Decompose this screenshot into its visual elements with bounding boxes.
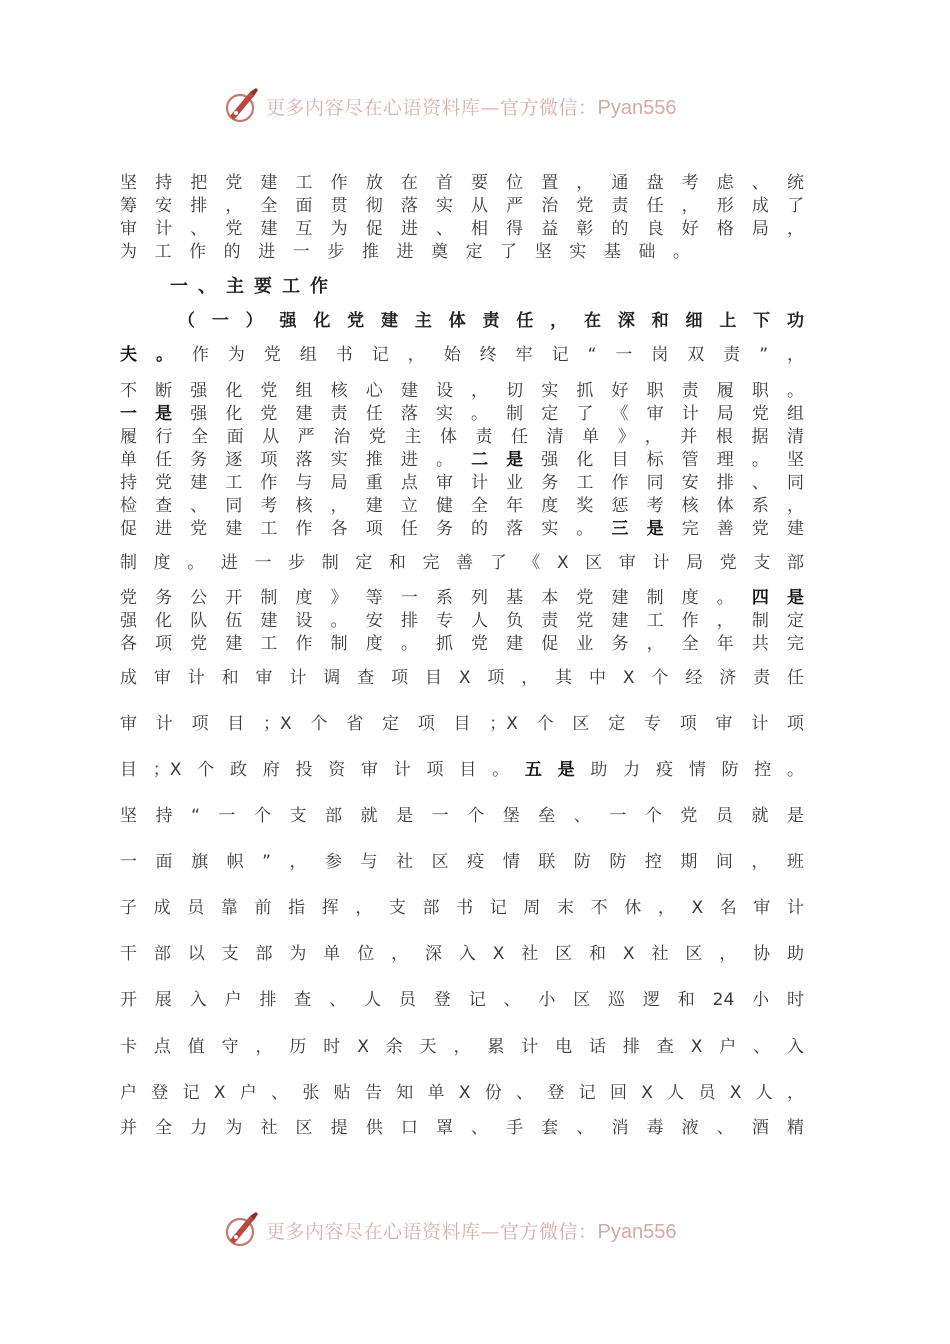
paragraph-line — [120, 759, 804, 781]
paragraph-text: 卡点值守，历时X余天，累计电话排查X户、入 — [120, 1037, 804, 1057]
pen-nib-circle-icon — [222, 1210, 262, 1250]
section-title: 一、主要工作 — [170, 276, 338, 297]
paragraph-line — [120, 667, 804, 689]
paragraph-line — [120, 495, 804, 517]
paragraph-text: 单任务逐项落实推进。 — [120, 450, 472, 470]
paragraph-text: 一面旗帜”，参与社区疫情联防防控期间，班 — [120, 852, 804, 872]
emphasis-text: 三是 — [611, 519, 682, 539]
footer-watermark-banner — [222, 1210, 742, 1250]
paragraph-text: 检查、同考核，建立健全年度奖惩考核体系， — [120, 496, 804, 516]
banner-wechat-id: Pyan556 — [597, 1220, 677, 1243]
intro-line-1: 坚持把党建工作放在首要位置，通盘考虑、统 — [120, 173, 804, 193]
paragraph-line — [120, 403, 804, 425]
banner-wechat-label: 官方微信： — [500, 1220, 598, 1243]
paragraph-text: 履行全面从严治党主体责任清单》，并根据清 — [120, 427, 804, 447]
emphasis-text: 夫。 — [120, 345, 192, 365]
paragraph-text: 目；X个政府投资审计项目。 — [120, 760, 525, 780]
paragraph-text: 各项党建工作制度。抓党建促业务，全年共完 — [120, 634, 804, 654]
paragraph-text: 开展入户排查、人员登记、小区巡逻和24小时 — [120, 990, 804, 1010]
paragraph-line — [120, 344, 804, 366]
paragraph-line — [120, 897, 804, 919]
paragraph-line — [120, 943, 804, 965]
paragraph-line — [120, 1117, 804, 1139]
paragraph-text: 持党建工作与局重点审计业务工作同安排、同 — [120, 473, 804, 493]
paragraph-text: 不断强化党组核心建设，切实抓好职责履职。 — [120, 381, 804, 401]
paragraph-line — [120, 989, 804, 1011]
paragraph-text: 强化队伍建设。安排专人负责党建工作，制定 — [120, 611, 804, 631]
subsection-title: （一）强化党建主体责任，在深和细上下功 — [178, 311, 804, 331]
banner-dash: — — [480, 1220, 501, 1243]
paragraph-text: 制度。进一步制定和完善了《X区审计局党支部 — [120, 553, 804, 573]
intro-line-4: 为工作的进一步推进奠定了坚实基础。 — [120, 242, 690, 262]
paragraph-text: 党务公开制度》等一系列基本党建制度。 — [120, 588, 752, 608]
paragraph-line — [120, 449, 804, 471]
banner-dash: — — [480, 96, 501, 119]
paragraph-text: 并全力为社区提供口罩、手套、消毒液、酒精 — [120, 1118, 804, 1138]
paragraph-line — [120, 587, 804, 609]
paragraph-line — [120, 633, 804, 655]
emphasis-text: 二是 — [471, 450, 542, 470]
header-watermark-banner — [222, 86, 742, 126]
paragraph-line — [120, 426, 804, 448]
paragraph-text: 坚持“一个支部就是一个堡垒、一个党员就是 — [120, 806, 804, 826]
banner-text — [266, 1217, 677, 1244]
paragraph-text: 成审计和审计调查项目X项，其中X个经济责任 — [120, 668, 804, 688]
paragraph-text: 户登记X户、张贴告知单X份、登记回X人员X人， — [120, 1083, 804, 1103]
pen-nib-circle-icon — [222, 86, 262, 126]
banner-wechat-label: 官方微信： — [500, 96, 598, 119]
emphasis-text: 五是 — [524, 760, 591, 780]
paragraph-text: 促进党建工作各项任务的落实。 — [120, 519, 612, 539]
paragraph-line — [120, 380, 804, 402]
paragraph-line — [120, 851, 804, 873]
paragraph-line — [120, 610, 804, 632]
paragraph-text: 审计项目；X个省定项目；X个区定专项审计项 — [120, 714, 804, 734]
intro-line-2: 筹安排，全面贯彻落实从严治党责任，形成了 — [120, 196, 804, 216]
paragraph-line — [120, 518, 804, 540]
paragraph-text: 强化党建责任落实。制定了《审计局党组 — [190, 404, 805, 424]
paragraph-line — [120, 713, 804, 735]
paragraph-line — [120, 1082, 804, 1104]
paragraph-text: 助力疫情防控。 — [590, 760, 805, 780]
banner-title: 更多内容尽在心语资料库 — [266, 96, 481, 119]
paragraph-line — [120, 552, 804, 574]
paragraph-text: 强化目标管理。坚 — [541, 450, 805, 470]
banner-wechat-id: Pyan556 — [597, 96, 677, 119]
banner-title: 更多内容尽在心语资料库 — [266, 1220, 481, 1243]
intro-line-3: 审计、党建互为促进、相得益彰的良好格局， — [120, 219, 804, 239]
banner-text — [266, 93, 677, 120]
emphasis-text: 四是 — [751, 588, 805, 608]
emphasis-text: 一是 — [120, 404, 191, 424]
paragraph-text: 作为党组书记，始终牢记“一岗双责”， — [191, 345, 804, 365]
paragraph-text: 子成员靠前指挥，支部书记周末不休，X名审计 — [120, 898, 804, 918]
paragraph-text: 干部以支部为单位，深入X社区和X社区，协助 — [120, 944, 804, 964]
paragraph-line — [120, 472, 804, 494]
paragraph-text: 完善党建 — [681, 519, 805, 539]
paragraph-line — [120, 1036, 804, 1058]
paragraph-line — [120, 805, 804, 827]
